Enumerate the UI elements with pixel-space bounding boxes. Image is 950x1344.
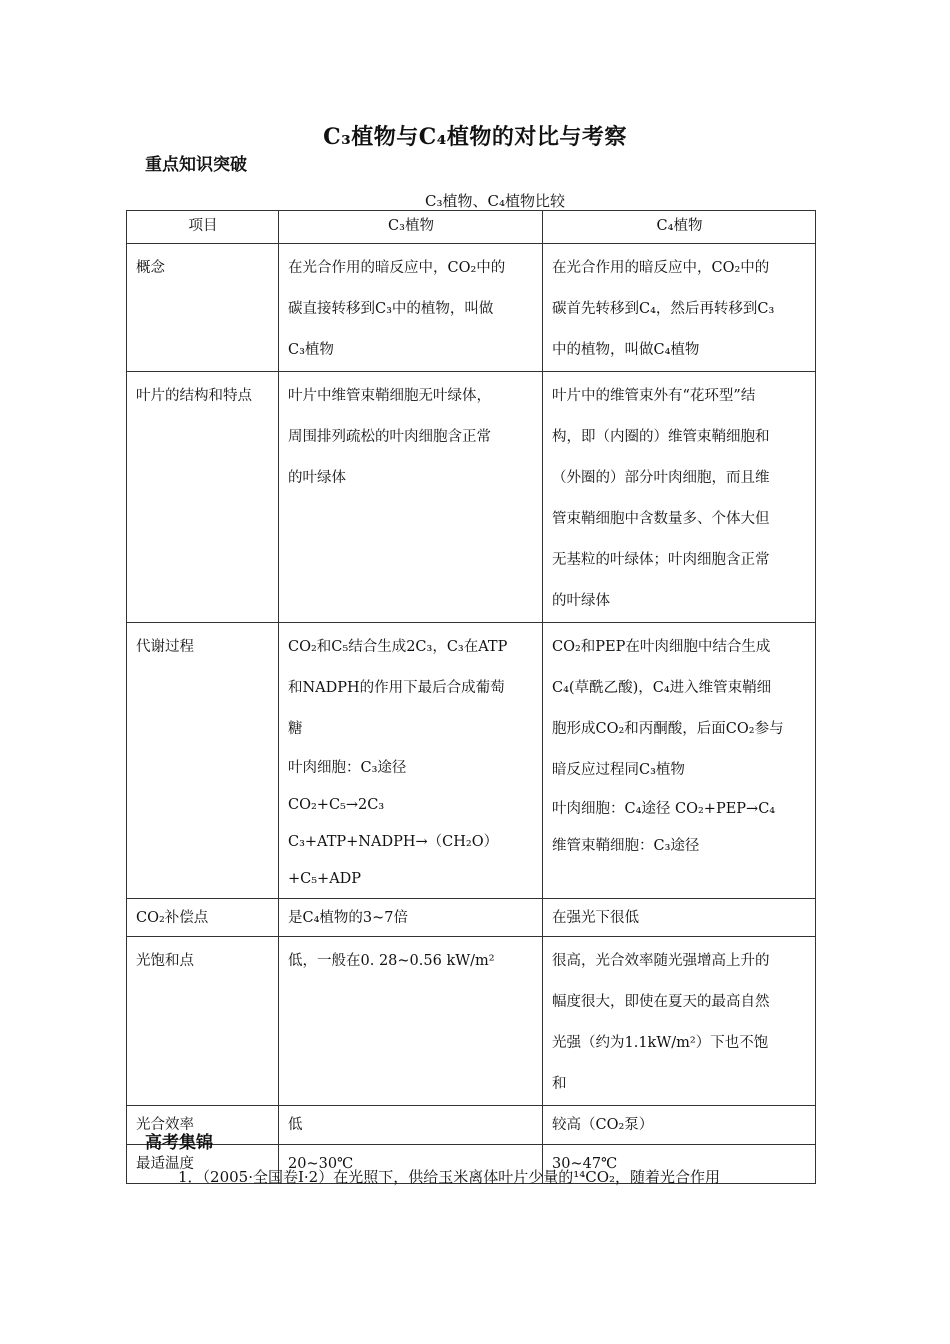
cell-line: C₃植物	[288, 342, 334, 358]
cell-c3	[279, 244, 543, 372]
cell-c3	[279, 623, 543, 899]
row-label: CO₂补偿点	[127, 899, 279, 937]
cell-c4	[543, 937, 816, 1106]
cell-line: 暗反应过程同C₃植物	[552, 762, 685, 778]
cell-line: 构，即（内圈的）维管束鞘细胞和	[552, 429, 770, 445]
cell-line: 低	[288, 1117, 303, 1133]
cell-line: CO₂和PEP在叶肉细胞中结合生成	[552, 639, 771, 655]
cell-line: 中的植物，叫做C₄植物	[552, 342, 700, 358]
cell-c4	[543, 899, 816, 937]
cell-line: 的叶绿体	[552, 593, 610, 609]
cell-line: 糖	[288, 721, 303, 737]
cell-line: 幅度很大，即使在夏天的最高自然	[552, 994, 770, 1010]
cell-c4	[543, 1106, 816, 1145]
cell-c3	[279, 1106, 543, 1145]
cell-line: 20~30℃	[288, 1156, 354, 1172]
page-title: C₃植物与C₄植物的对比与考察	[323, 124, 627, 150]
table-caption: C₃植物、C₄植物比较	[425, 192, 565, 210]
cell-line: CO₂和C₅结合生成2C₃，C₃在ATP	[288, 639, 508, 655]
row-label: 光饱和点	[127, 937, 279, 1106]
table-row	[127, 1106, 816, 1145]
cell-line: （外圈的）部分叶肉细胞，而且维	[552, 470, 770, 486]
cell-c4	[543, 244, 816, 372]
cell-line: 低，一般在0. 28~0.56 kW/m²	[288, 953, 495, 969]
cell-c3	[279, 937, 543, 1106]
cell-line: 较高（CO₂泵）	[552, 1117, 654, 1133]
cell-line: 在光合作用的暗反应中，CO₂中的	[552, 260, 770, 276]
row-label: 光合效率	[127, 1106, 279, 1145]
cell-line: 和	[552, 1076, 567, 1092]
cell-line: C₄(草酰乙酸)，C₄进入维管束鞘细	[552, 680, 772, 696]
cell-line: C₃+ATP+NADPH→（CH₂O）+C₅+ADP	[288, 834, 499, 887]
header-item: 项目	[127, 211, 279, 244]
row-label: 代谢过程	[127, 623, 279, 899]
cell-line: 叶肉细胞：C₃途径	[288, 760, 407, 776]
cell-line: CO₂+C₅→2C₃	[288, 797, 385, 813]
cell-line: 在强光下很低	[552, 910, 639, 926]
cell-c4	[543, 623, 816, 899]
cell-line: 很高，光合效率随光强增高上升的	[552, 953, 770, 969]
section-heading-knowledge: 重点知识突破	[145, 155, 247, 175]
cell-line: 的叶绿体	[288, 470, 346, 486]
cell-line: 无基粒的叶绿体；叶肉细胞含正常	[552, 552, 770, 568]
cell-line: 周围排列疏松的叶肉细胞含正常	[288, 429, 491, 445]
cell-line: 维管束鞘细胞：C₃途径	[552, 838, 700, 854]
table-header-row	[127, 211, 816, 244]
table-row	[127, 899, 816, 937]
cell-line: 碳直接转移到C₃中的植物，叫做	[288, 301, 494, 317]
row-label: 叶片的结构和特点	[127, 372, 279, 623]
cell-line: 叶片中的维管束外有“花环型”结	[552, 388, 756, 404]
cell-line: 叶片中维管束鞘细胞无叶绿体，	[288, 388, 491, 404]
section-heading-exam: 高考集锦	[145, 1133, 213, 1153]
table-row	[127, 244, 816, 372]
cell-line: 在光合作用的暗反应中，CO₂中的	[288, 260, 506, 276]
cell-line: 叶肉细胞：C₄途径 CO₂+PEP→C₄	[552, 801, 776, 817]
header-c4: C₄植物	[543, 211, 816, 244]
cell-c4	[543, 372, 816, 623]
row-label: 最适温度	[127, 1145, 279, 1184]
cell-line: 碳首先转移到C₄，然后再转移到C₃	[552, 301, 775, 317]
table-row	[127, 937, 816, 1106]
cell-c3	[279, 372, 543, 623]
table-row	[127, 623, 816, 899]
cell-line: 是C₄植物的3~7倍	[288, 910, 409, 926]
cell-c3	[279, 899, 543, 937]
header-c3: C₃植物	[279, 211, 543, 244]
cell-line: 30~47℃	[552, 1156, 618, 1172]
table-row	[127, 372, 816, 623]
question-text: 1．（2005·全国卷Ⅰ·2）在光照下，供给玉米离体叶片少量的¹⁴CO₂，随着光合作用	[178, 1168, 721, 1186]
cell-line: 胞形成CO₂和丙酮酸，后面CO₂参与	[552, 721, 784, 737]
cell-line: 光强（约为1.1kW/m²）下也不饱	[552, 1035, 769, 1051]
cell-line: 管束鞘细胞中含数量多、个体大但	[552, 511, 770, 527]
cell-line: 和NADPH的作用下最后合成葡萄	[288, 680, 505, 696]
row-label: 概念	[127, 244, 279, 372]
comparison-table	[126, 210, 816, 1184]
